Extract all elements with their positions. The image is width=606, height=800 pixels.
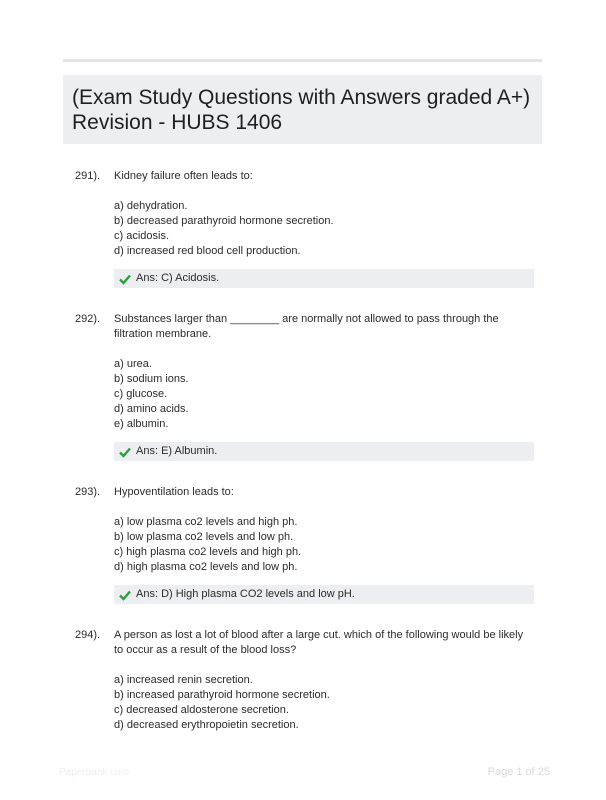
top-divider <box>63 59 542 62</box>
page-title <box>72 85 542 135</box>
option-list <box>114 515 301 575</box>
option: d) increased red blood cell production. <box>114 245 301 257</box>
checkmark-icon <box>119 446 131 458</box>
answer-box <box>114 269 534 288</box>
answer-text: Ans: D) High plasma CO2 levels and low pH. <box>136 588 355 600</box>
title-line-1: (Exam Study Questions with Answers graded A+) <box>72 86 531 109</box>
footer-watermark: Paperbank.com <box>59 767 130 778</box>
option: c) glucose. <box>114 388 168 400</box>
question-number: 292). <box>75 313 101 325</box>
answer-box <box>114 442 534 461</box>
answer-text: Ans: C) Acidosis. <box>136 272 220 284</box>
option: d) high plasma co2 levels and low ph. <box>114 561 298 573</box>
option: e) albumin. <box>114 418 169 430</box>
option: a) dehydration. <box>114 200 188 212</box>
option: a) low plasma co2 levels and high ph. <box>114 516 298 528</box>
option-list <box>114 673 330 733</box>
checkmark-icon <box>119 273 131 285</box>
document-title-box <box>63 75 542 144</box>
option: c) high plasma co2 levels and high ph. <box>114 546 302 558</box>
option: a) increased renin secretion. <box>114 674 253 686</box>
question-number: 291). <box>75 170 101 182</box>
option: b) decreased parathyroid hormone secretion. <box>114 215 334 227</box>
question-text: Hypoventilation leads to: <box>114 486 234 498</box>
question-text: Substances larger than ________ are normally not allowed to pass through the filtration membrane. <box>114 313 499 340</box>
question-number: 293). <box>75 486 101 498</box>
page-number: Page 1 of 25 <box>487 766 550 778</box>
option: c) decreased aldosterone secretion. <box>114 704 289 716</box>
question-number: 294). <box>75 629 101 641</box>
title-line-2: Revision - HUBS 1406 <box>72 111 283 134</box>
answer-text: Ans: E) Albumin. <box>136 445 218 457</box>
question-text: A person as lost a lot of blood after a large cut. which of the following would be likely to occur as a result of the blood loss? <box>114 629 524 656</box>
option: d) decreased erythropoietin secretion. <box>114 719 299 731</box>
checkmark-icon <box>119 589 131 601</box>
question-text: Kidney failure often leads to: <box>114 170 253 182</box>
option: d) amino acids. <box>114 403 189 415</box>
option: b) sodium ions. <box>114 373 189 385</box>
answer-box <box>114 585 534 604</box>
option: a) urea. <box>114 358 152 370</box>
option: b) increased parathyroid hormone secretion. <box>114 689 330 701</box>
option-list <box>114 199 334 259</box>
option: b) low plasma co2 levels and low ph. <box>114 531 294 543</box>
option: c) acidosis. <box>114 230 170 242</box>
option-list <box>114 357 189 432</box>
